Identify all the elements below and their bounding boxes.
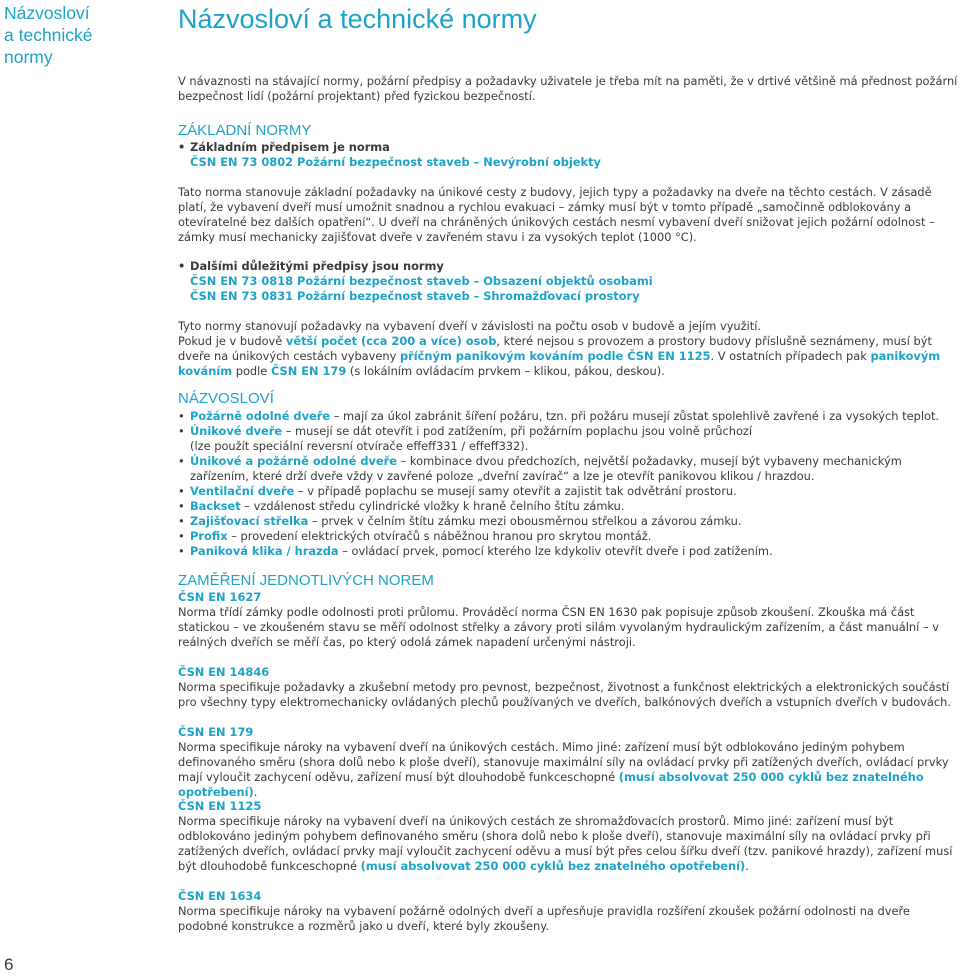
highlight-span: ČSN EN 179 (270, 364, 347, 378)
section-heading-basic-norms: ZÁKLADNÍ NORMY (178, 122, 312, 139)
basic-norm-bullet: • Základním předpisem je norma (178, 140, 958, 155)
text-span: podle (232, 364, 271, 378)
norm-description: Norma specifikuje požadavky a zkušební metody pro pevnost, bezpečnost, životnost a funkčnost elektrických a elektronických součástí pro všechny typy elektromechanicky ovládaných plechů používaných ve dveřích, balkónových dveřích a vstupních dveřích v budovách. (178, 680, 952, 709)
definition: – vzdálenost středu cylindrické vložky k hraně čelního štítu zámku. (240, 499, 625, 513)
norm-reference: ČSN EN 73 0802 Požární bezpečnost staveb – Nevýrobní objekty (190, 155, 601, 169)
definition: – provedení elektrických otvíračů s náběžnou hranou pro skrytou montáž. (227, 529, 652, 543)
highlight-span: (musí absolvovat 250 000 cyklů bez znatelného opotřebení) (360, 859, 746, 873)
highlight-span: panikovým kováním (178, 349, 941, 378)
page-title: Názvosloví a technické normy (178, 4, 537, 34)
list-item (178, 454, 958, 484)
highlight-span: (musí absolvovat 250 000 cyklů bez znatelného opotřebení) (178, 770, 924, 799)
page-number: 6 (4, 955, 14, 974)
basic-norms-paragraph: Tato norma stanovuje základní požadavky na únikové cesty z budovy, jejich typy a požadavky na dveře na těchto cestách. V zásadě platí, že vybavení dveří musí umožnit snadnou a rychlou evakuaci – zámky musí být v tomto případě „samočinně odblokovány a otevíratelné bez dalších opatření“. U dveří na chráněných únikových cestách nesmí vybavení dveří snižovat jejich požární odolnost – zámky musí mechanicky zajišťovat dveře v zavřeném stavu i za vysokých teplot (1000 °C). (178, 185, 935, 244)
text-span: . (745, 859, 749, 873)
text-span: Norma specifikuje nároky na vybavení dveří na únikových cestách. Mimo jiné: zařízení musí být odblokováno jediným pohybem definovaného směru (shora dolů nebo k ploše dveří), stanovuje maximální síly na ovládací prvky při zatížených dveřích, ovládací prvky mají vyloučit zachycení oděvu, zařízení musí být dlouhodobě funkceschopné (178, 740, 949, 784)
norm-description (178, 740, 958, 800)
basic-norms-bullet-block (178, 140, 958, 170)
list-item (178, 529, 958, 544)
text-span: Pokud je v budově (178, 334, 286, 348)
list-item (178, 499, 958, 514)
norm-reference: ČSN EN 73 0831 Požární bezpečnost staveb – Shromažďovací prostory (190, 289, 640, 303)
highlight-span: příčným panikovým kováním podle ČSN EN 1125 (399, 349, 711, 363)
occupancy-line: Tyto normy stanovují požadavky na vybavení dveří v závislosti na počtu osob v budově a jejím využití. (178, 319, 762, 333)
norm-entry-1125 (178, 799, 958, 874)
text-span: Norma specifikuje nároky na vybavení dveří na únikových cestách ze shromažďovacích prostorů. Mimo jiné: zařízení musí být odblokováno jediným pohybem definovaného směru (shora dolů nebo k ploše dveří), stanovuje maximální síly na ovládací prvky při zatížených dveřích, ovládací prvky mají vyloučit zachycení oděvu a musí být přes celou šířku dveří (tzv. panikové hrazdy), zařízení musí být dlouhodobě funkceschopné (178, 814, 953, 873)
sidebar-title-line: a technické (4, 25, 93, 45)
norm-entry-14846 (178, 665, 958, 710)
sidebar-title (4, 2, 154, 68)
list-item (178, 424, 958, 454)
definition: – mají za úkol zabránit šíření požáru, tzn. při požáru musejí zůstat spolehlivě zavřené i za vysokých teplot. (330, 409, 940, 423)
list-item (178, 544, 958, 559)
norm-reference: ČSN EN 73 0818 Požární bezpečnost staveb – Obsazení objektů osobami (190, 274, 653, 288)
norm-title: ČSN EN 1634 (178, 889, 262, 903)
text-span: , které nejsou s provozem a prostory budovy příslušně seznámeny, musí být dveře na únikových cestách vybaveny (178, 334, 932, 363)
norm-description: Norma specifikuje nároky na vybavení požárně odolných dveří a upřesňuje pravidla rozšíření zkoušek požární odolnosti na dveře podobné konstrukce a rozměrů jako u dveří, které byly zkoušeny. (178, 904, 910, 933)
norm-title: ČSN EN 14846 (178, 665, 270, 679)
norm-title: ČSN EN 1125 (178, 799, 262, 813)
norm-title: ČSN EN 1627 (178, 590, 262, 604)
terminology-list (178, 409, 958, 559)
definition: – kombinace dvou předchozích, největší požadavky, musejí být vybaveny mechanickým zařízením, které drží dveře vždy v zavřené poloze „dveřní zavírač“ a lze je otevřít panikovou klikou / hrazdou. (190, 454, 902, 483)
section-heading-terminology: NÁZVOSLOVÍ (178, 390, 274, 407)
term: Profix (190, 529, 228, 543)
sidebar-title-line: normy (4, 47, 53, 67)
term: Zajišťovací střelka (190, 514, 309, 528)
definition: – v případě poplachu se musejí samy otevřít a zajistit tak odvětrání prostoru. (294, 484, 737, 498)
text-span: . (253, 785, 258, 799)
occupancy-text (178, 334, 958, 379)
norm-entry-1634 (178, 889, 958, 934)
term: Požárně odolné dveře (190, 409, 331, 423)
norm-title: ČSN EN 179 (178, 725, 254, 739)
further-norms-bullet: • Dalšími důležitými předpisy jsou normy (178, 259, 958, 274)
highlight-span: větší počet (cca 200 a více) osob (285, 334, 497, 348)
text-span: (s lokálním ovládacím prvkem – klikou, pákou, deskou). (346, 364, 665, 378)
term: Backset (190, 499, 241, 513)
list-item (178, 484, 958, 499)
definition: – prvek v čelním štítu zámku mezi obousměrnou střelkou a závorou zámku. (308, 514, 742, 528)
list-item (178, 514, 958, 529)
occupancy-paragraph (178, 319, 958, 379)
norm-entry-179 (178, 725, 958, 800)
term: Paniková klika / hrazda (190, 544, 339, 558)
norm-description: Norma třídí zámky podle odolnosti proti průlomu. Prováděcí norma ČSN EN 1630 pak popisuje způsob zkoušení. Zkouška má část statickou – ve zkoušeném stavu se měří odolnost střelky a závory proti silám vyvolaným hydraulickým zařízením, a část manuální – v reálných dveřích se měří čas, po který odolá zámek napadení určenými nástroji. (178, 605, 939, 649)
definition: – musejí se dát otevřít i pod zatížením, při požárním poplachu jsou volně průchozí (282, 424, 753, 438)
list-item (178, 409, 958, 424)
intro-paragraph: V návaznosti na stávající normy, požární předpisy a požadavky uživatele je třeba mít na paměti, že v drtivé většině má přednost požární bezpečnost lidí (požární projektant) před fyzickou bezpečností. (178, 74, 958, 103)
terminology-list-block (178, 409, 958, 559)
definition: (lze použít speciální reversní otvírače effeff331 / effeff332). (190, 439, 529, 453)
further-norms-block (178, 259, 958, 304)
norm-entry-1627 (178, 590, 958, 650)
term: Únikové a požárně odolné dveře (190, 454, 397, 468)
section-heading-norm-focus: ZAMĚŘENÍ JEDNOTLIVÝCH NOREM (178, 572, 434, 589)
term: Únikové dveře (190, 424, 283, 438)
text-span: . V ostatních případech pak (710, 349, 871, 363)
sidebar-title-line: Názvosloví (4, 3, 90, 23)
term: Ventilační dveře (190, 484, 295, 498)
definition: – ovládací prvek, pomocí kterého lze kdykoliv otevřít dveře i pod zatížením. (338, 544, 773, 558)
norm-description (178, 814, 958, 874)
